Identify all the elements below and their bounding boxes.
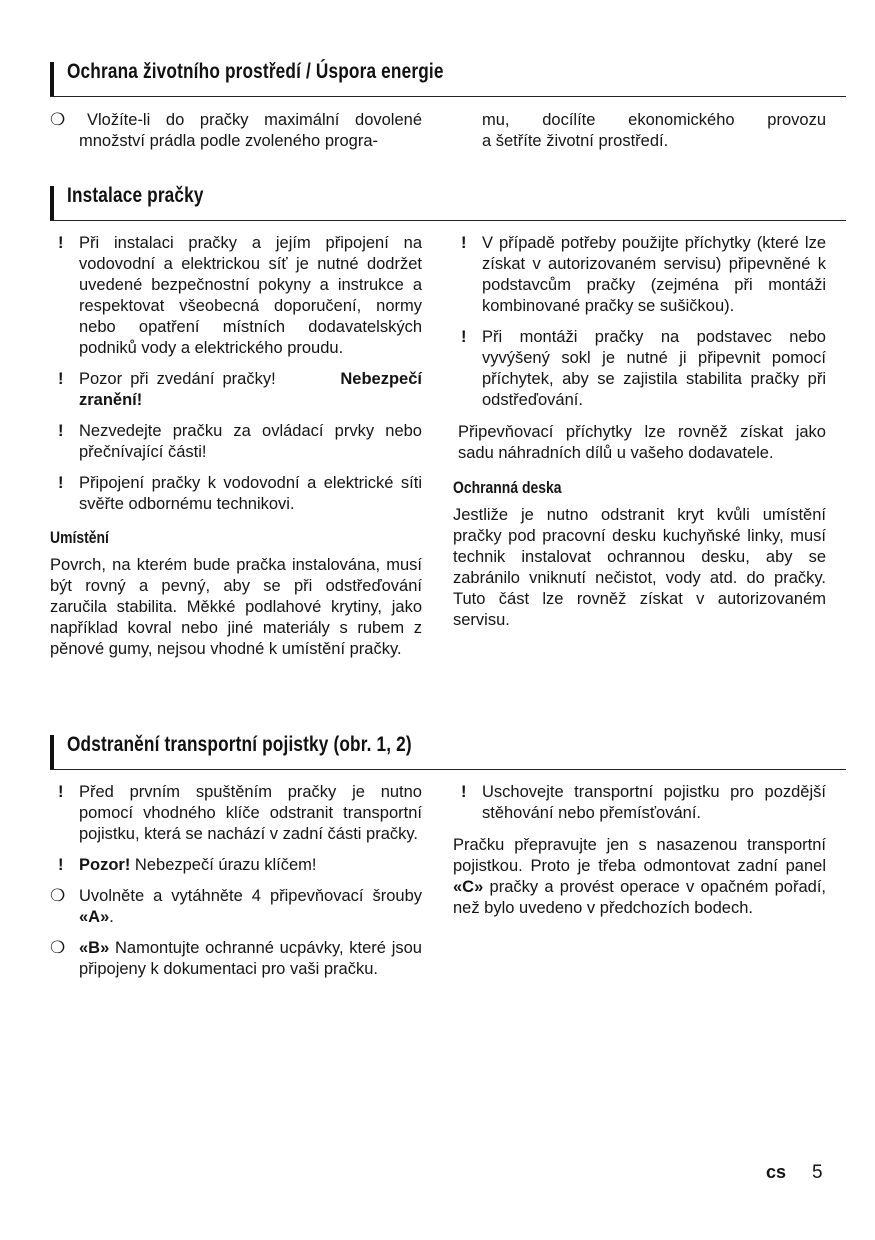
warning-item: [50, 855, 422, 876]
list-item: [50, 886, 422, 928]
warning-text: Před prvním spuštěním pračky je nutno pomocí vhodného klíče odstranit transportní pojistku, která se nachází v zadní části pračky.: [79, 783, 422, 843]
warning-text: V případě potřeby použijte příchytky (které lze získat v autorizovaném servisu) připevněné k podstavcům pračky (zejména při montáži kombinované pračky se sušičkou).: [482, 234, 826, 315]
clips-text: Připevňovací příchytky lze rovněž získat jako sadu náhradních dílů u vašeho dodavatele.: [458, 423, 826, 462]
warning-item: [50, 473, 422, 515]
header-bar: [50, 186, 54, 220]
danger-label: Nebezpečí zranění!: [79, 370, 422, 409]
warning-item: [50, 782, 422, 845]
warning-item: [50, 369, 422, 411]
plate-text: Jestliže je nutno odstranit kryt kvůli umístění pračky pod pracovní desku kuchyňské linky, musí technik instalovat ochrannou desku, aby se zabránilo vniknutí nečistot, vody atd. do pračky. Tuto část lze rovněž získat v autorizovaném servisu.: [453, 506, 826, 629]
warning-text: Při instalaci pračky a jejím připojení na vodovodní a elektrickou síť je nutné dodržet uvedené bezpečnostní pokyny a instrukce a respektovat všeobecná doporučení, normy nebo opatření místních dodavatelských podniků vody a elektrického proudu.: [79, 234, 422, 357]
label-b: «B»: [79, 939, 110, 957]
warning-item: [50, 233, 422, 359]
section-header-transport: [50, 731, 846, 770]
warning-text: Připojení pračky k vodovodní a elektrické síti svěřte odbornému technikovi.: [79, 474, 422, 513]
warning-text: Pozor při zvedání pračky!: [79, 370, 276, 388]
section-title: Instalace pračky: [67, 184, 204, 207]
warning-icon: !: [461, 783, 467, 801]
warning-icon: !: [461, 328, 467, 346]
warning-icon: !: [58, 422, 64, 440]
env-text-line: mu, docílíte ekonomického provozu: [482, 111, 826, 129]
list-item: [50, 110, 422, 152]
warning-text: Nezvedejte pračku za ovládací prvky nebo přečnívající části!: [79, 422, 422, 461]
warning-item: [453, 782, 826, 824]
warning-icon: !: [461, 234, 467, 252]
transport-text-a: Pračku přepravujte jen s nasazenou transportní pojistkou. Proto je třeba odmontovat zadní panel: [453, 836, 826, 875]
warning-item: [50, 421, 422, 463]
plate-heading: Ochranná deska: [453, 478, 562, 497]
transport-right-column: [453, 782, 826, 919]
warning-icon: !: [58, 370, 64, 388]
header-bar: [50, 62, 54, 96]
header-bar: [50, 735, 54, 769]
env-text-line: Vložíte-li do pračky maximální dovolené: [87, 111, 422, 129]
warning-icon: !: [58, 783, 64, 801]
warning-icon: !: [58, 856, 64, 874]
label-c: «C»: [453, 878, 484, 896]
label-a: «A»: [79, 908, 110, 926]
env-text-line: množství prádla podle zvoleného progra-: [79, 132, 379, 150]
section-title: Ochrana životního prostředí / Úspora energie: [67, 60, 444, 83]
section-header-environment: [50, 58, 846, 97]
warning-item: [453, 233, 826, 317]
install-left-column: [50, 233, 422, 660]
env-right-column: [482, 110, 826, 152]
warning-item: [453, 327, 826, 411]
transport-text-b: pračky a provést operace v opačném pořadí, než bylo uvedeno v předchozích bodech.: [453, 878, 826, 917]
footer-lang: cs: [766, 1162, 787, 1182]
install-right-column: [453, 233, 826, 631]
circle-bullet-icon: ❍: [50, 938, 66, 957]
circle-bullet-icon: ❍: [50, 110, 66, 129]
step-text: Uvolněte a vytáhněte 4 připevňovací šrouby: [79, 887, 422, 905]
caution-label: Pozor!: [79, 856, 131, 874]
period: .: [109, 908, 114, 926]
section-title: Odstranění transportní pojistky (obr. 1, 2): [67, 733, 412, 756]
placement-heading: Umístění: [50, 528, 109, 547]
placement-text: Povrch, na kterém bude pračka instalována, musí být rovný a pevný, aby se při odstřeďování zaručila stabilita. Měkké podlahové krytiny, jako například kovral nebo jiné materiály s rubem z pěnové gumy, nejsou vhodné k umístění pračky.: [50, 556, 422, 658]
warning-text: Nebezpečí úrazu klíčem!: [130, 856, 317, 874]
warning-icon: !: [58, 474, 64, 492]
section-header-installation: [50, 182, 846, 221]
warning-text: Při montáži pračky na podstavec nebo vyvýšený sokl je nutné ji připevnit pomocí příchytek, aby se zajistila stabilita pračky při odstřeďování.: [482, 328, 826, 409]
env-left-column: [50, 110, 422, 162]
circle-bullet-icon: ❍: [50, 886, 66, 905]
env-text-line: a šetříte životní prostředí.: [482, 132, 669, 150]
page-number: 5: [812, 1162, 823, 1183]
list-item: [50, 938, 422, 980]
warning-icon: !: [58, 234, 64, 252]
warning-text: Uschovejte transportní pojistku pro pozdější stěhování nebo přemísťování.: [482, 783, 826, 822]
step-text: Namontujte ochranné ucpávky, které jsou připojeny k dokumentaci pro vaši pračku.: [79, 939, 422, 978]
transport-text: [453, 835, 826, 919]
transport-left-column: [50, 782, 422, 990]
